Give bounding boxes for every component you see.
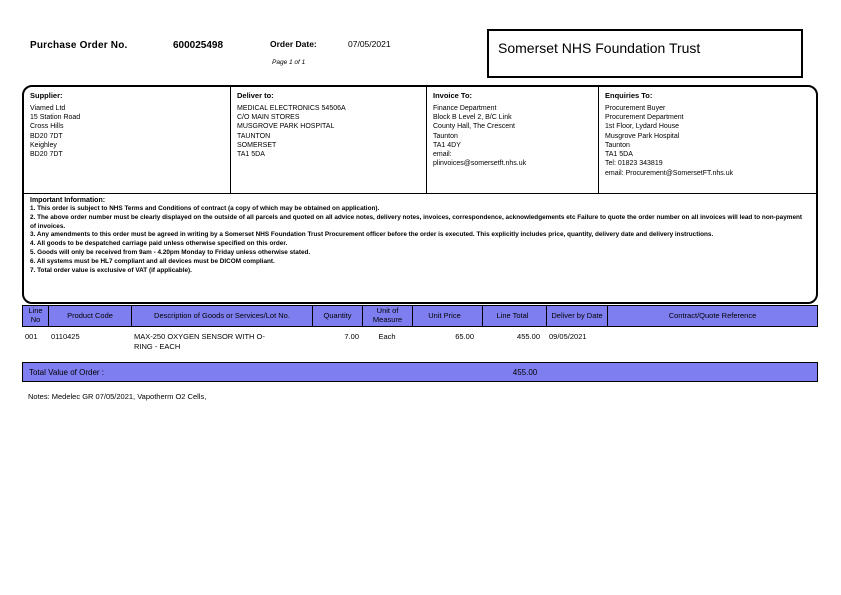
supplier-address-line: 15 Station Road [30,114,81,122]
supplier-address-line: Cross Hills [30,123,64,131]
deliver-to-address-line: SOMERSET [237,141,277,149]
enquiries-to-address-line: 1st Floor, Lydard House [605,123,680,131]
invoice-to-address-line: Block B Level 2, B/C Link [433,114,512,122]
deliver-to-address [237,104,420,159]
supplier-address-line: BD20 7DT [30,132,63,140]
po-number-value: 600025498 [173,40,224,51]
invoice-to-section [427,87,599,194]
enquiries-to-address-line: email: Procurement@SomersetFT.nhs.uk [605,169,734,177]
cell-line-no: 001 [25,332,38,341]
cell-product-code: 0110425 [51,332,80,341]
cell-deliver-by-date: 09/05/2021 [549,332,587,341]
deliver-to-address-line: MUSGROVE PARK HOSPITAL [237,123,335,131]
invoice-to-address-line: TA1 4DY [433,141,461,149]
enquiries-to-address-line: Procurement Buyer [605,104,666,112]
col-header-product-code: Product Code [49,306,132,326]
po-number-label: Purchase Order No. [30,40,128,51]
enquiries-to-address-line: Tel: 01823 343819 [605,160,663,168]
cell-unit-of-measure: Each [378,332,396,341]
invoice-to-address [433,104,592,169]
invoice-to-address-line: Taunton [433,132,458,140]
important-information-section [24,194,816,276]
supplier-address-line: Keighley [30,141,57,149]
total-value-bar [22,362,818,382]
enquiries-to-address-line: Procurement Department [605,114,684,122]
items-table-header [22,305,818,327]
supplier-address [30,104,224,159]
order-date-value: 07/05/2021 [348,39,391,49]
invoice-to-address-line: Finance Department [433,104,497,112]
supplier-label: Supplier: [30,91,63,100]
total-value-amount: 455.00 [512,367,538,377]
order-date-label: Order Date: [270,39,317,49]
cell-line-total: 455.00 [517,332,540,341]
enquiries-to-address-line: Musgrove Park Hospital [605,132,680,140]
col-header-line-no: Line No [23,306,49,326]
address-grid [24,87,816,194]
important-information-item: 5. Goods will only be received from 9am - 4.20pm Monday to Friday unless otherwise stated. [30,249,311,257]
invoice-to-address-line: plinvoices@somersetft.nhs.uk [433,160,527,168]
table-row [22,331,818,353]
col-header-quantity: Quantity [313,306,363,326]
important-information-item: 2. The above order number must be clearly displayed on the outside of all parcels and quoted on all advice notes, delivery notes, invoices, correspondence, acknowledgements etc Failure to quote the order number on all invoices will lead to non-payment of invoices. [30,213,803,230]
invoice-to-address-line: County Hall, The Crescent [433,123,515,131]
order-info-box [22,85,818,304]
supplier-address-line: BD20 7DT [30,151,63,159]
deliver-to-address-line: TA1 5DA [237,151,265,159]
enquiries-to-address-line: TA1 5DA [605,151,633,159]
enquiries-to-label: Enquiries To: [605,91,653,100]
trust-title-box [487,29,803,78]
important-information-title: Important Information: [30,197,106,204]
notes-text: Notes: Medelec GR 07/05/2021, Vapotherm O2 Cells, [28,392,207,401]
deliver-to-address-line: C/O MAIN STORES [237,114,300,122]
deliver-to-label: Deliver to: [237,91,274,100]
enquiries-to-address-line: Taunton [605,141,630,149]
col-header-line-total: Line Total [483,306,547,326]
trust-title: Somerset NHS Foundation Trust [498,40,701,56]
invoice-to-address-line: email: [433,151,452,159]
important-information-item: 3. Any amendments to this order must be agreed in writing by a Somerset NHS Foundation Trust Procurement officer before the order is executed. This explicitly includes price, quantity, delivery date and delivery instructions. [30,231,714,239]
page-indicator: Page 1 of 1 [272,59,306,66]
deliver-to-section [231,87,427,194]
important-information-item: 6. All systems must be HL7 compliant and all devices must be DICOM compliant. [30,257,275,265]
total-value-label: Total Value of Order : [29,367,104,377]
supplier-address-line: Viamed Ltd [30,104,66,112]
important-information-item: 4. All goods to be despatched carriage paid unless otherwise specified on this order. [30,240,288,248]
enquiries-to-section [599,87,816,194]
supplier-section [24,87,231,194]
col-header-description: Description of Goods or Services/Lot No. [132,306,313,326]
cell-description: MAX-250 OXYGEN SENSOR WITH O-RING - EACH [134,332,265,352]
invoice-to-label: Invoice To: [433,91,473,100]
important-information-item: 1. This order is subject to NHS Terms and Conditions of contract (a copy of which may be obtained on application). [30,205,380,212]
col-header-deliver-by-date: Deliver by Date [547,306,608,326]
cell-contract-quote-reference [607,331,818,353]
enquiries-to-address [605,104,810,178]
important-information-item: 7. Total order value is exclusive of VAT (if applicable). [30,266,192,274]
deliver-to-address-line: TAUNTON [237,132,271,140]
col-header-unit-of-measure: Unit of Measure [363,306,413,326]
deliver-to-address-line: MEDICAL ELECTRONICS 54506A [237,104,346,112]
important-information-list [30,205,809,276]
cell-quantity: 7.00 [344,332,359,341]
col-header-unit-price: Unit Price [413,306,483,326]
cell-unit-price: 65.00 [455,332,474,341]
col-header-contract-quote-reference: Contract/Quote Reference [668,310,757,320]
